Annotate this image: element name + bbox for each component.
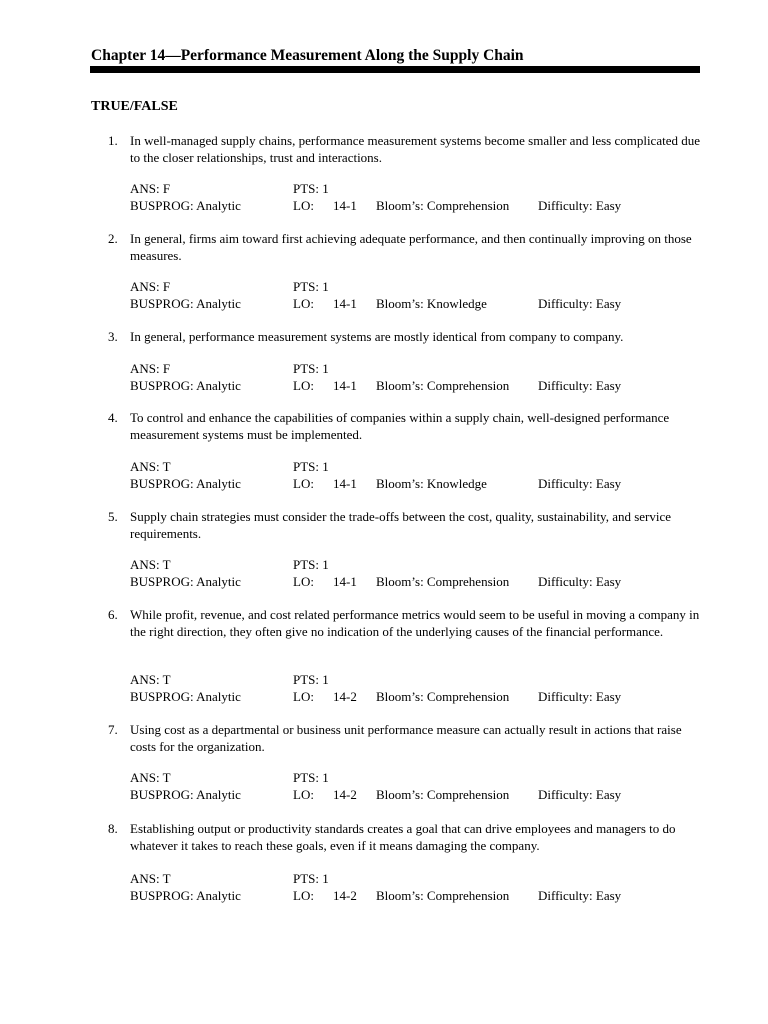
title-rule [90, 66, 700, 73]
lo-value: 14-1 [333, 475, 357, 491]
lo-value: 14-1 [333, 197, 357, 213]
busprog-label: BUSPROG: Analytic [130, 887, 241, 903]
busprog-label: BUSPROG: Analytic [130, 688, 241, 704]
blooms-label: Bloom’s: Comprehension [376, 688, 510, 704]
lo-label: LO: [293, 688, 314, 704]
lo-label: LO: [293, 887, 314, 903]
section-heading: TRUE/FALSE [91, 99, 178, 114]
difficulty-label: Difficulty: Easy [538, 786, 622, 802]
points-label: PTS: 1 [293, 279, 329, 294]
points-label: PTS: 1 [293, 361, 329, 376]
lo-label: LO: [293, 377, 314, 393]
question-text: While profit, revenue, and cost related performance metrics would seem to be useful in moving a company in the right direction, they often give no indication of the underlying causes of the financial performance. [130, 607, 700, 639]
question-number: 5. [108, 509, 118, 524]
lo-label: LO: [293, 573, 314, 589]
difficulty-label: Difficulty: Easy [538, 887, 622, 903]
lo-value: 14-2 [333, 786, 357, 802]
question-number: 4. [108, 410, 118, 425]
difficulty-label: Difficulty: Easy [538, 573, 622, 589]
points-label: PTS: 1 [293, 770, 329, 785]
difficulty-label: Difficulty: Easy [538, 377, 622, 393]
answer-label: ANS: T [130, 770, 171, 785]
difficulty-label: Difficulty: Easy [538, 688, 622, 704]
answer-label: ANS: T [130, 557, 171, 572]
busprog-label: BUSPROG: Analytic [130, 475, 241, 491]
question-number: 8. [108, 821, 118, 836]
answer-label: ANS: F [130, 279, 171, 294]
points-label: PTS: 1 [293, 871, 329, 886]
answer-label: ANS: T [130, 459, 171, 474]
question-number: 2. [108, 231, 118, 246]
question-text: Using cost as a departmental or business unit performance measure can actually result in actions that raise costs for the organization. [130, 722, 682, 754]
blooms-label: Bloom’s: Knowledge [376, 295, 487, 311]
busprog-label: BUSPROG: Analytic [130, 197, 241, 213]
lo-value: 14-1 [333, 377, 357, 393]
lo-label: LO: [293, 295, 314, 311]
busprog-label: BUSPROG: Analytic [130, 786, 241, 802]
answer-label: ANS: T [130, 871, 171, 886]
question-text: Supply chain strategies must consider the trade-offs between the cost, quality, sustainability, and service requirements. [130, 509, 672, 541]
question-number: 7. [108, 722, 118, 737]
lo-label: LO: [293, 475, 314, 491]
blooms-label: Bloom’s: Knowledge [376, 475, 487, 491]
lo-value: 14-1 [333, 295, 357, 311]
question-number: 1. [108, 133, 118, 148]
answer-label: ANS: T [130, 672, 171, 687]
blooms-label: Bloom’s: Comprehension [376, 197, 510, 213]
points-label: PTS: 1 [293, 459, 329, 474]
answer-label: ANS: F [130, 181, 171, 196]
lo-value: 14-2 [333, 887, 357, 903]
question-text: In general, firms aim toward first achieving adequate performance, and then continually improving on those measures. [130, 231, 692, 263]
answer-label: ANS: F [130, 361, 171, 376]
points-label: PTS: 1 [293, 557, 329, 572]
question-text: To control and enhance the capabilities of companies within a supply chain, well-designed performance measurement systems must be implemented. [130, 410, 670, 442]
busprog-label: BUSPROG: Analytic [130, 295, 241, 311]
blooms-label: Bloom’s: Comprehension [376, 887, 510, 903]
lo-value: 14-2 [333, 688, 357, 704]
question-text: Establishing output or productivity standards creates a goal that can drive employees and managers to do whatever it takes to reach these goals, even if it means damaging the company. [130, 821, 676, 853]
blooms-label: Bloom’s: Comprehension [376, 377, 510, 393]
lo-value: 14-1 [333, 573, 357, 589]
blooms-label: Bloom’s: Comprehension [376, 786, 510, 802]
blooms-label: Bloom’s: Comprehension [376, 573, 510, 589]
question-number: 3. [108, 329, 118, 344]
points-label: PTS: 1 [293, 672, 329, 687]
difficulty-label: Difficulty: Easy [538, 295, 622, 311]
busprog-label: BUSPROG: Analytic [130, 377, 241, 393]
points-label: PTS: 1 [293, 181, 329, 196]
question-text: In general, performance measurement systems are mostly identical from company to company. [130, 329, 624, 344]
busprog-label: BUSPROG: Analytic [130, 573, 241, 589]
difficulty-label: Difficulty: Easy [538, 197, 622, 213]
chapter-title: Chapter 14—Performance Measurement Along the Supply Chain [91, 47, 524, 64]
question-text: In well-managed supply chains, performance measurement systems become smaller and less complicated due to the closer relationships, trust and interactions. [130, 133, 701, 165]
lo-label: LO: [293, 197, 314, 213]
difficulty-label: Difficulty: Easy [538, 475, 622, 491]
question-number: 6. [108, 607, 118, 622]
lo-label: LO: [293, 786, 314, 802]
